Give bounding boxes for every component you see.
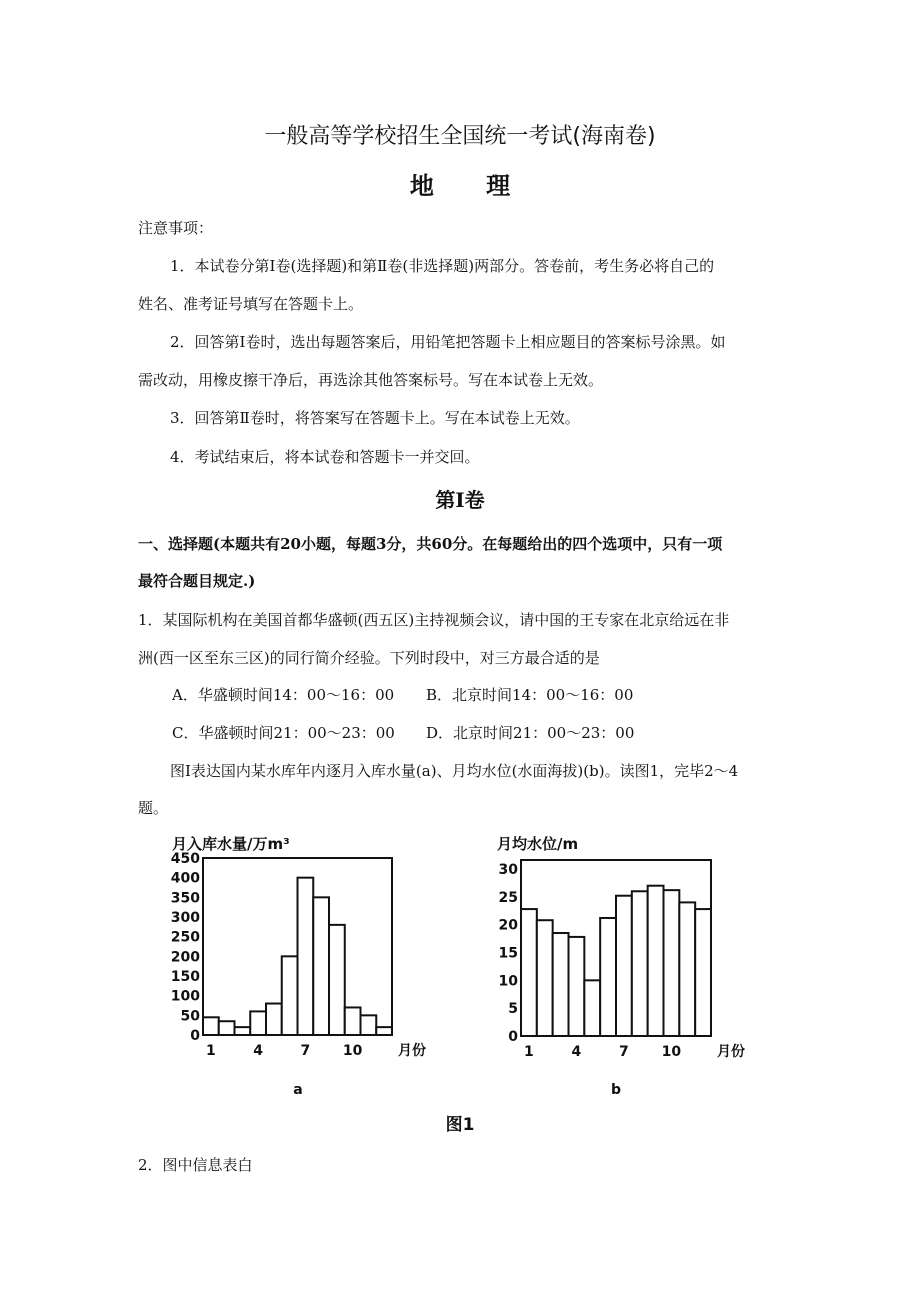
chart-b-bar xyxy=(695,909,711,1036)
chart-a-y-tick: 250 xyxy=(170,929,200,946)
chart-a-bar xyxy=(376,1027,392,1035)
chart-b-title: 月均水位/m xyxy=(497,835,579,853)
chart-b-bar xyxy=(600,918,616,1036)
chart-a-bar xyxy=(345,1007,361,1035)
chart-b-x-label: 月份 xyxy=(717,1044,745,1060)
chart-a-bar xyxy=(250,1011,266,1035)
chart-a-y-tick: 150 xyxy=(170,969,200,985)
chart-a-bar xyxy=(203,1017,219,1035)
chart-a-bar xyxy=(235,1027,251,1035)
chart-b-y-tick: 30 xyxy=(498,862,518,878)
q1-option-d: D．北京时间21：00～23：00 xyxy=(426,724,635,742)
chart-a-caption: a xyxy=(293,1082,303,1098)
q1-stem-line-1: 1．某国际机构在美国首都华盛顿(西五区)主持视频会议，请中国的王专家在北京给远在非 xyxy=(138,611,730,629)
chart-b-bar xyxy=(632,891,648,1036)
chart-a-y-tick: 50 xyxy=(180,1008,200,1025)
chart-a-bar xyxy=(219,1021,235,1035)
chart-b-bar xyxy=(553,933,569,1036)
chart-b-x-tick: 1 xyxy=(524,1044,534,1060)
chart-a-title: 月入库水量/万m³ xyxy=(172,835,290,853)
chart-b-bar xyxy=(648,886,664,1036)
chart-b-x-tick: 4 xyxy=(571,1044,582,1060)
chart-a-x-label: 月份 xyxy=(398,1043,426,1059)
chart-b-bar xyxy=(521,909,537,1036)
figure-intro-line-1: 图Ⅰ表达国内某水库年内逐月入库水量(a)、月均水位(水面海拔)(b)。读图1，完毕2～4 xyxy=(170,762,739,780)
subject-title: 地 理 xyxy=(409,171,533,200)
notice-4: 4．考试结束后，将本试卷和答题卡一并交回。 xyxy=(170,448,480,466)
chart-a-y-tick: 300 xyxy=(170,910,200,926)
figure-caption: 图1 xyxy=(445,1115,475,1135)
q1-stem-line-2: 洲(西一区至东三区)的同行简介经验。下列时段中，对三方最合适的是 xyxy=(138,649,600,667)
section-title: 第Ⅰ卷 xyxy=(435,488,485,512)
chart-a-bar xyxy=(266,1004,282,1035)
q2-stem: 2．图中信息表白 xyxy=(138,1156,253,1174)
part-heading-line-1: 一、选择题(本题共有20小题，每题3分，共60分。在每题给出的四个选项中，只有一项 xyxy=(138,535,723,553)
chart-b-bar xyxy=(537,920,553,1036)
notice-2-line-2: 需改动，用橡皮擦干净后，再选涂其他答案标号。写在本试卷上无效。 xyxy=(138,371,604,389)
chart-a-y-tick: 350 xyxy=(170,890,200,907)
q1-option-b: B．北京时间14：00～16：00 xyxy=(426,686,634,704)
chart-a-x-tick: 1 xyxy=(206,1043,216,1059)
chart-b-y-tick: 25 xyxy=(498,889,518,906)
chart-a-bar xyxy=(361,1015,377,1035)
notice-1-line-2: 姓名、准考证号填写在答题卡上。 xyxy=(138,295,364,313)
chart-a-x-tick: 4 xyxy=(253,1043,263,1059)
q1-option-a: A．华盛顿时间14：00～16：00 xyxy=(172,686,395,704)
chart-b-y-tick: 0 xyxy=(508,1029,518,1045)
chart-b-y-tick: 10 xyxy=(498,973,518,990)
chart-b-bar xyxy=(616,896,632,1036)
chart-a-bar xyxy=(282,956,298,1035)
notice-3: 3．回答第Ⅱ卷时，将答案写在答题卡上。写在本试卷上无效。 xyxy=(170,409,580,427)
chart-b-x-tick: 10 xyxy=(661,1044,682,1060)
chart-a-y-tick: 200 xyxy=(170,949,200,966)
notice-heading: 注意事项： xyxy=(138,219,214,237)
chart-b-y-tick: 20 xyxy=(498,917,518,934)
notice-2-line-1: 2．回答第Ⅰ卷时，选出每题答案后，用铅笔把答题卡上相应题目的答案标号涂黑。如 xyxy=(170,333,726,351)
chart-a-bar xyxy=(298,878,314,1035)
part-heading-line-2: 最符合题目规定.) xyxy=(138,572,256,590)
chart-b-y-tick: 15 xyxy=(498,945,518,962)
notice-1-line-1: 1．本试卷分第Ⅰ卷(选择题)和第Ⅱ卷(非选择题)两部分。答卷前，考生务必将自己的 xyxy=(170,257,715,275)
chart-b-bar xyxy=(679,902,695,1036)
chart-b-bar xyxy=(664,890,680,1036)
chart-a-y-tick: 0 xyxy=(190,1028,200,1044)
chart-b-y-tick: 5 xyxy=(508,1001,518,1018)
exam-title: 一般高等学校招生全国统一考试(海南卷) xyxy=(264,124,656,149)
chart-a-y-tick: 100 xyxy=(170,988,200,1005)
chart-a-x-tick: 10 xyxy=(342,1043,363,1059)
chart-b-caption: b xyxy=(610,1082,622,1098)
chart-a-y-tick: 400 xyxy=(170,870,200,887)
chart-a-y-tick: 450 xyxy=(170,851,200,867)
q1-option-c: C．华盛顿时间21：00～23：00 xyxy=(172,724,395,742)
chart-a-bar xyxy=(313,897,329,1035)
chart-b-bar xyxy=(584,980,600,1036)
figure-intro-line-2: 题。 xyxy=(138,799,169,817)
chart-b-bar xyxy=(569,937,585,1036)
chart-b-x-tick: 7 xyxy=(619,1044,629,1060)
chart-a-bar xyxy=(329,925,345,1035)
chart-a-x-tick: 7 xyxy=(300,1043,311,1059)
